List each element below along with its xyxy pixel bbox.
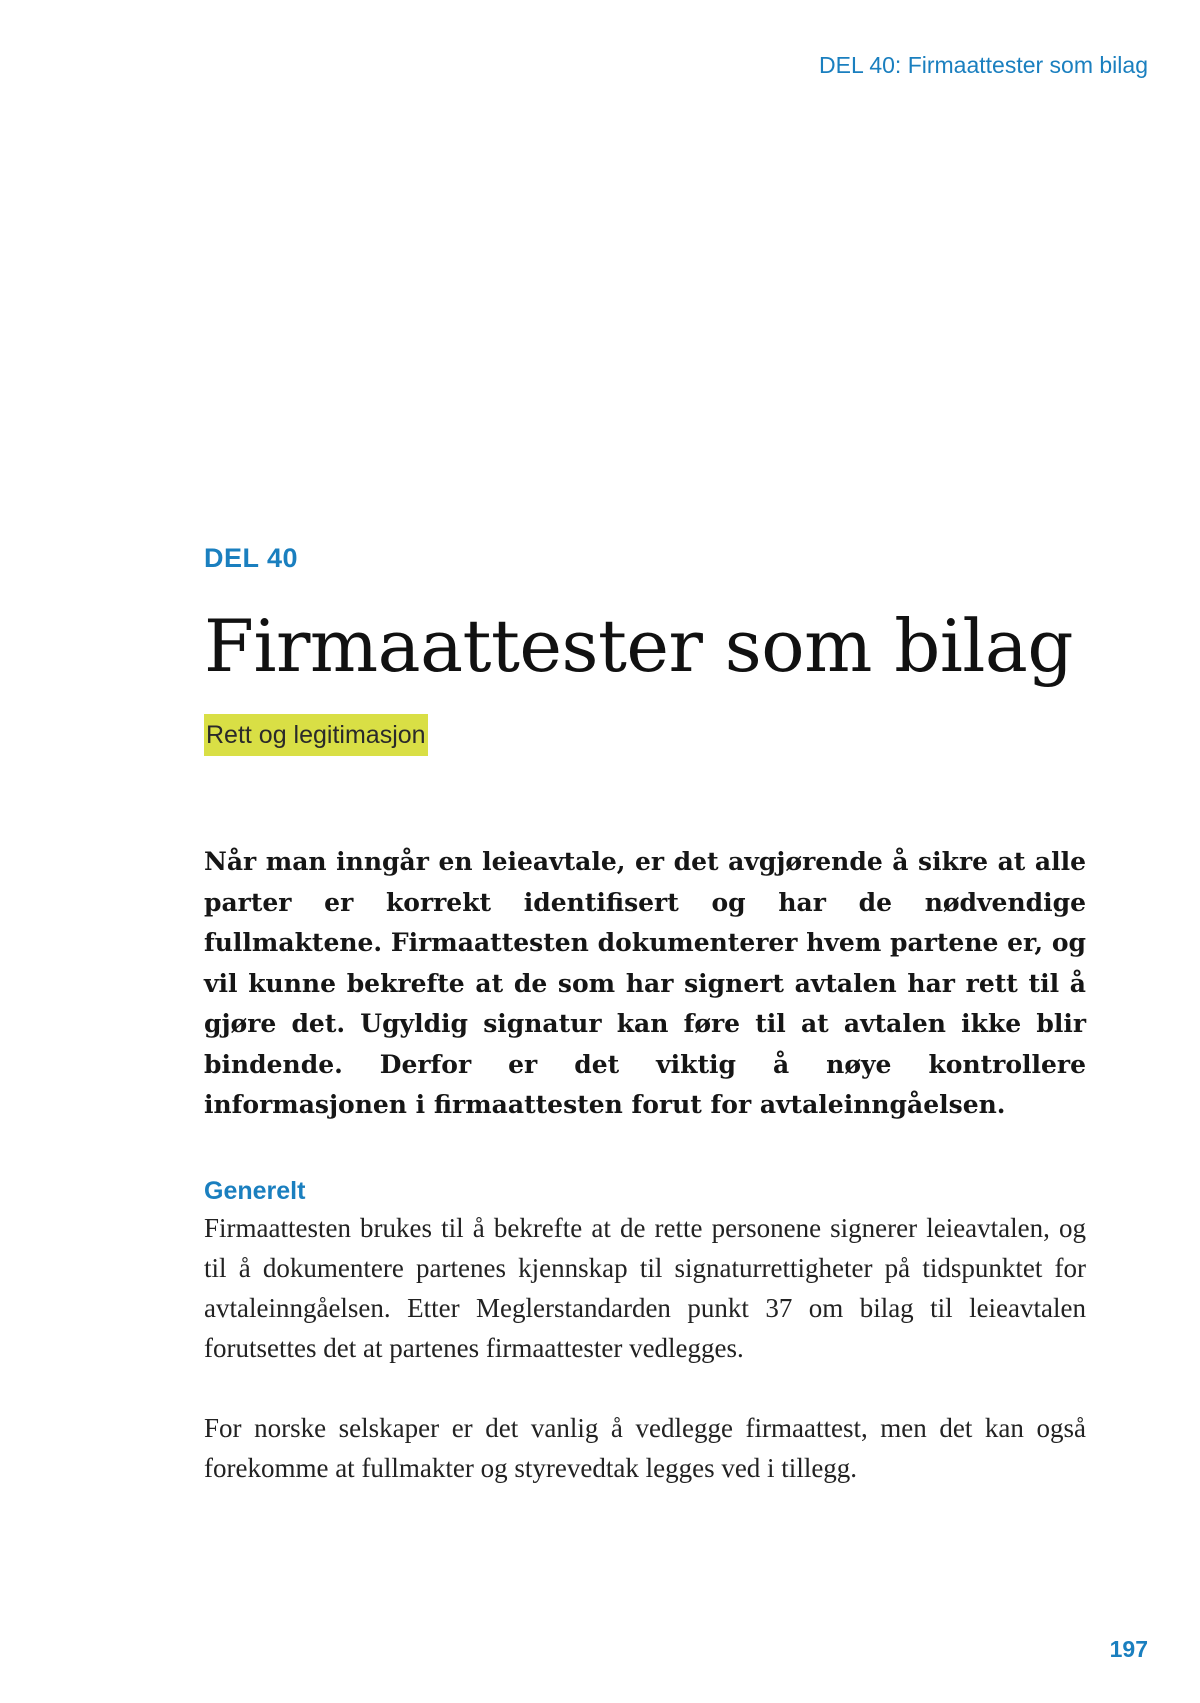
body-paragraph: For norske selskaper er det vanlig å vedlegge firmaattest, men det kan også forekomme at fullmakter og styrevedtak legges ved i tillegg.: [204, 1412, 1086, 1483]
lead-paragraph: Når man inngår en leieavtale, er det avgjørende å sikre at alle parter er korrekt identifisert og har de nødvendige fullmaktene. Firmaattesten dokumenterer hvem partene er, og vil kunne bekrefte at de som har signert avtalen har rett til å gjøre det. Ugyldig signatur kan føre til at avtalen ikke blir bindende. Derfor er det viktig å nøye kontrollere informasjonen i firmaattesten forut for avtaleinngåelsen.: [204, 847, 1086, 1119]
running-header: DEL 40: Firmaattester som bilag: [819, 52, 1148, 78]
section-heading-generelt: Generelt: [204, 1176, 306, 1205]
part-label: DEL 40: [204, 543, 299, 573]
category-tag: Rett og legitimasjon: [204, 714, 428, 756]
chapter-content: [204, 540, 1086, 1488]
chapter-title: Firmaattester som bilag: [204, 604, 1073, 688]
page-number: 197: [1109, 1636, 1148, 1662]
body-paragraph: Firmaattesten brukes til å bekrefte at de rette personene signerer leieavtalen, og til å dokumentere partenes kjennskap til signaturrettigheter på tidspunktet for avtaleinngåelsen. Etter Meglerstandarden punkt 37 om bilag til leieavtalen forutsettes det at partenes firmaattester vedlegges.: [204, 1212, 1086, 1363]
